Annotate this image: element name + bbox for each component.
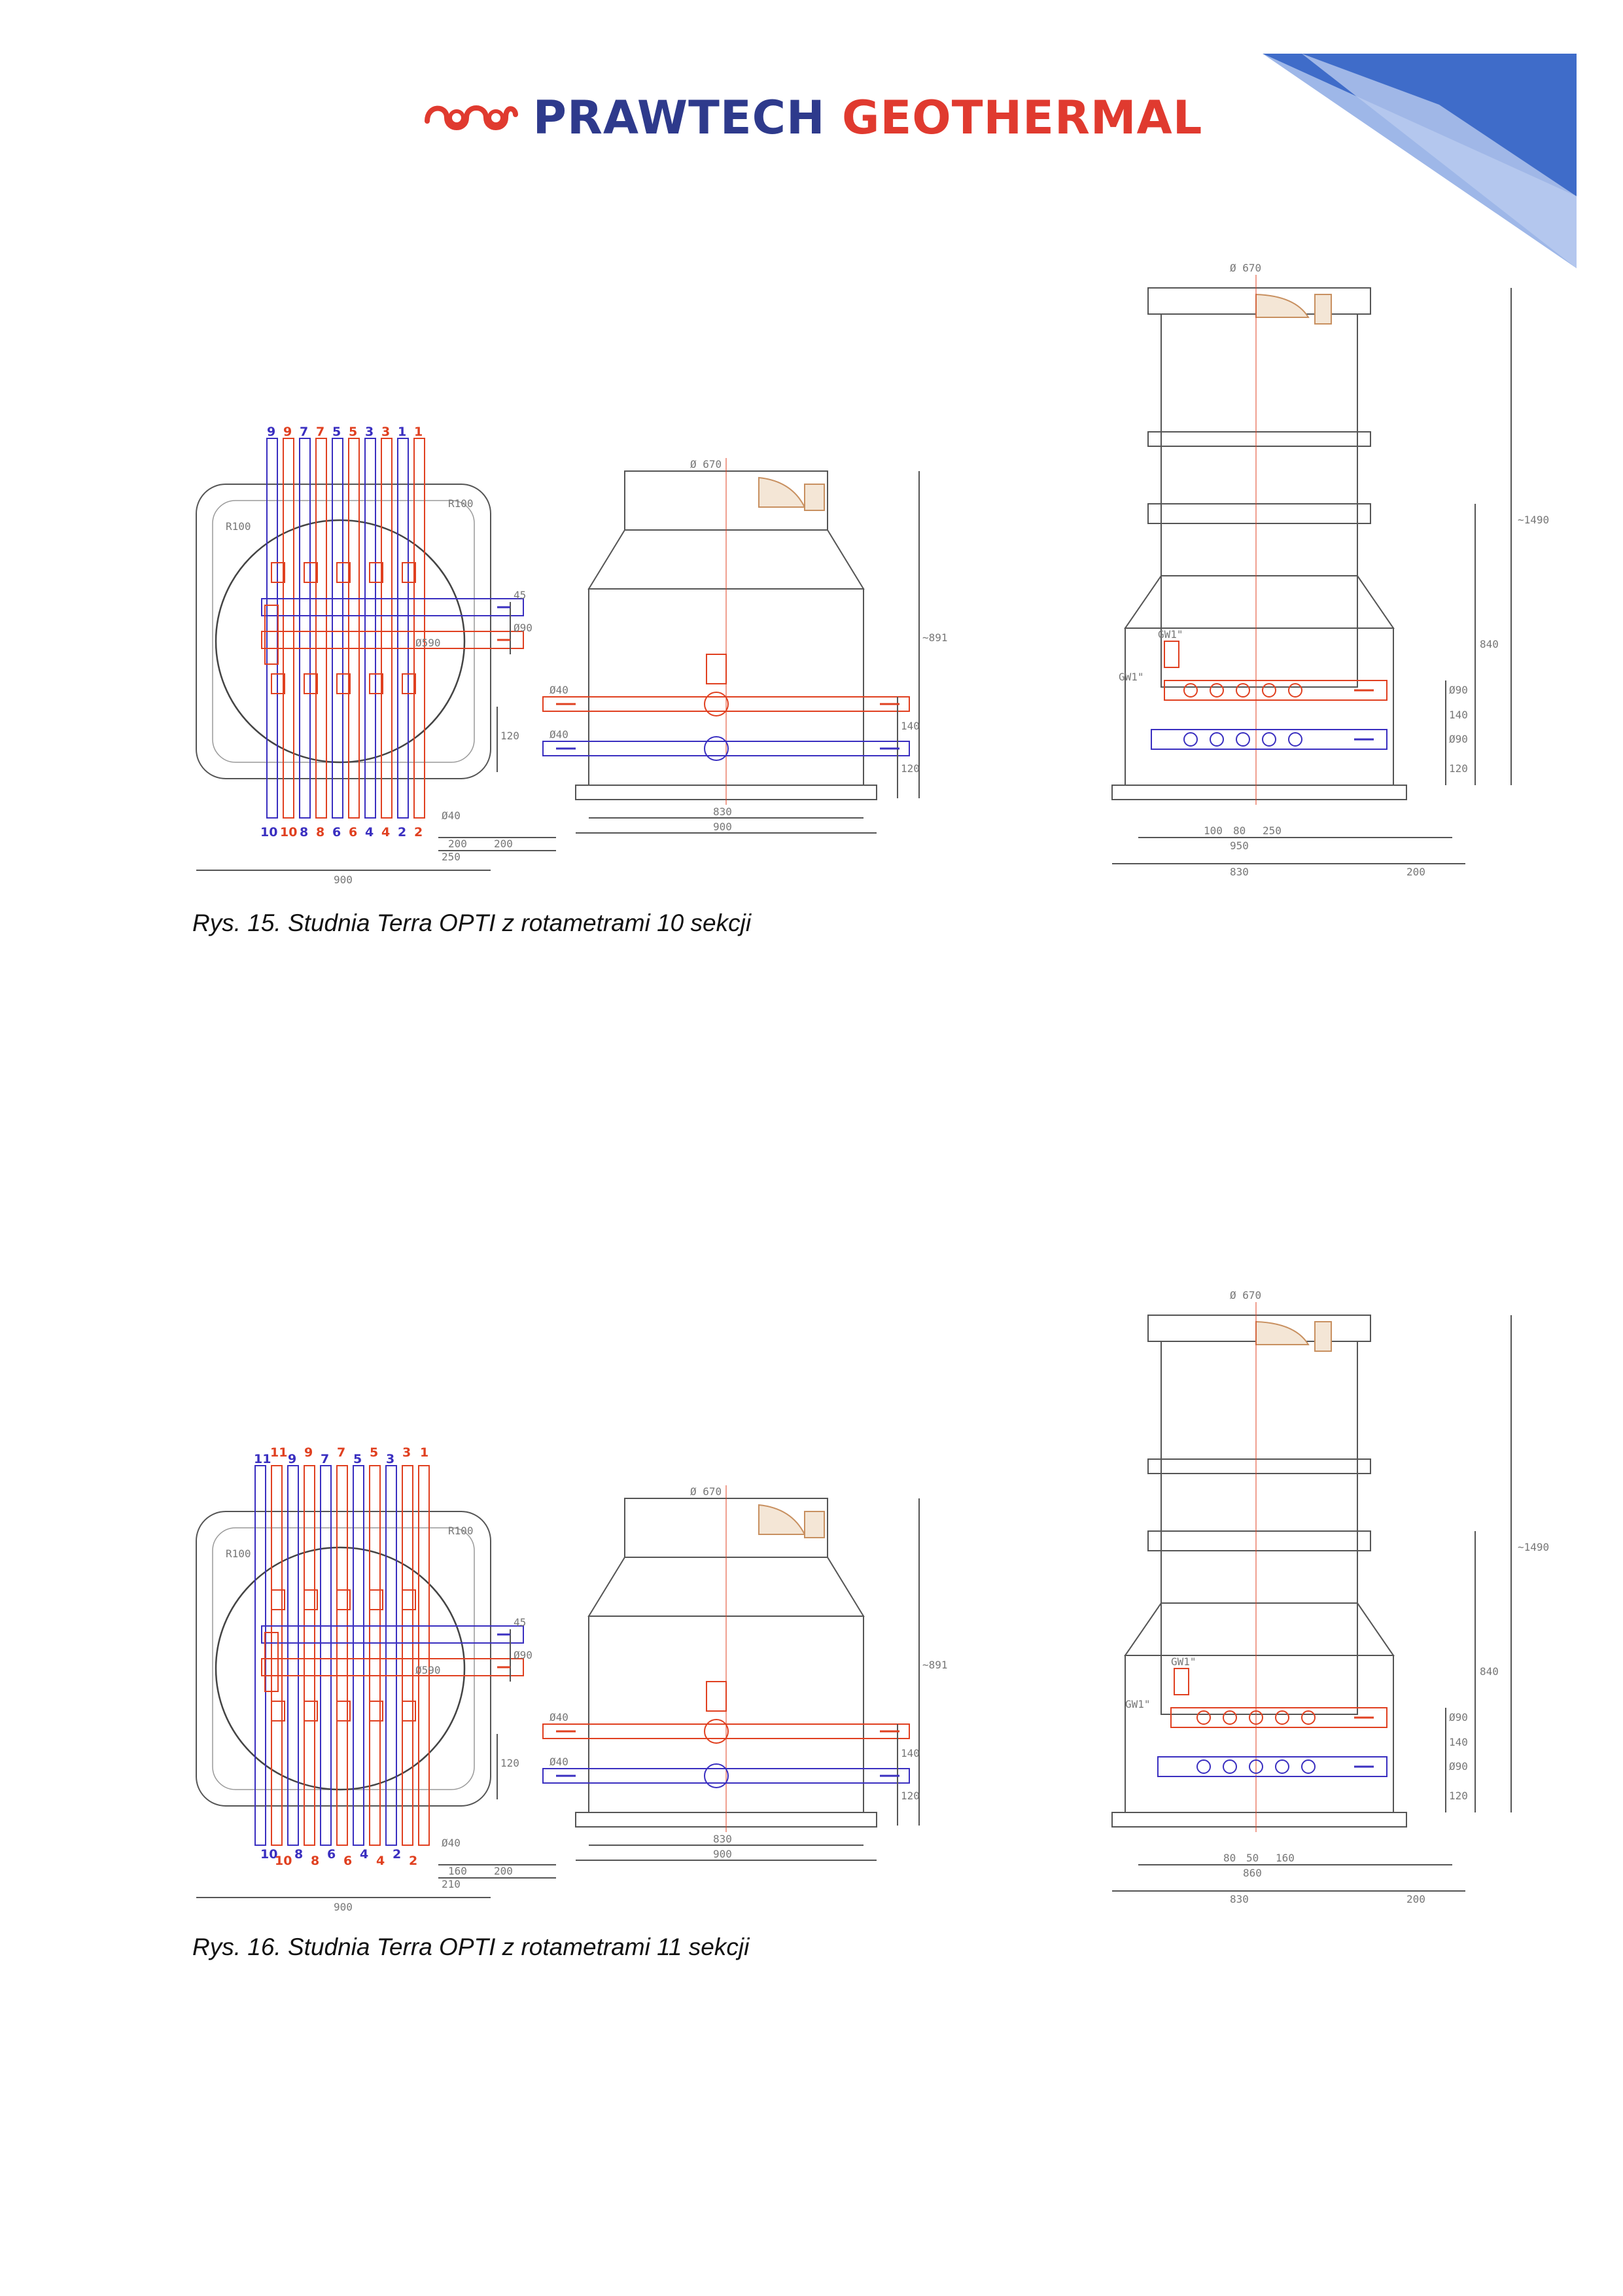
top-label: 11 <box>254 1452 271 1466</box>
brand-name <box>533 91 1203 145</box>
dim-label: R100 <box>226 520 251 533</box>
dim-label: Ø90 <box>1449 733 1468 745</box>
dim-label: 120 <box>1449 1790 1468 1802</box>
dim-label: Ø 670 <box>1230 1289 1262 1301</box>
dim-label: Ø 670 <box>690 458 722 470</box>
bottom-label: 2 <box>414 825 423 839</box>
dim-label: 120 <box>500 730 519 742</box>
dim-label: 140 <box>1449 1736 1468 1748</box>
brand-logo <box>421 91 1203 145</box>
dim-label: 200 <box>494 1865 513 1877</box>
dim-label: 45 <box>514 589 527 601</box>
bottom-label: 8 <box>311 1854 320 1868</box>
top-label: 1 <box>398 425 407 439</box>
bottom-label: 8 <box>316 825 325 839</box>
bottom-label: 4 <box>360 1847 369 1862</box>
dim-label: R100 <box>448 1525 474 1537</box>
dim-label: Ø90 <box>1449 1760 1468 1773</box>
dim-label: Ø 670 <box>1230 262 1262 274</box>
dim-label: Ø590 <box>415 1664 441 1676</box>
dim-label: R100 <box>226 1547 251 1560</box>
dim-label: GW1" <box>1171 1655 1196 1668</box>
dim-label: 80 <box>1233 824 1246 837</box>
dim-label: Ø40 <box>442 809 461 822</box>
bottom-label: 6 <box>349 825 358 839</box>
dim-label: 120 <box>1449 762 1468 775</box>
dim-label: 140 <box>901 720 920 732</box>
dim-label: 45 <box>514 1616 527 1629</box>
header <box>0 79 1623 157</box>
drawing-svg-1 <box>183 249 1550 968</box>
dim-label: 830 <box>713 1833 732 1845</box>
dim-label: Ø 670 <box>690 1485 722 1498</box>
dim-label: 950 <box>1230 839 1249 852</box>
dim-label: Ø590 <box>415 637 441 649</box>
dim-label: 120 <box>500 1757 519 1769</box>
dim-label: Ø90 <box>514 622 532 634</box>
figure-caption-2: Rys. 16. Studnia Terra OPTI z rotametrami 11 sekcji <box>192 1934 750 1960</box>
dim-label: 900 <box>713 821 732 833</box>
dim-label: GW1" <box>1125 1698 1151 1710</box>
dim-label: Ø90 <box>514 1649 532 1661</box>
dim-label: ~1490 <box>1518 514 1550 526</box>
top-label: 7 <box>316 425 325 439</box>
top-label: 7 <box>321 1452 330 1466</box>
top-label: 5 <box>332 425 341 439</box>
dim-label: 80 <box>1223 1852 1236 1864</box>
dim-label: 50 <box>1246 1852 1259 1864</box>
dim-label: 860 <box>1243 1867 1262 1879</box>
technical-drawing-1 <box>183 249 1550 968</box>
bottom-label: 6 <box>332 825 341 839</box>
dim-label: 840 <box>1480 638 1499 650</box>
dim-label: Ø40 <box>550 1756 568 1768</box>
dim-label: 140 <box>901 1747 920 1759</box>
dim-label: 100 <box>1204 824 1223 837</box>
bottom-label: 8 <box>300 825 309 839</box>
top-label: 1 <box>414 425 423 439</box>
dim-label: 120 <box>901 762 920 775</box>
bottom-label: 4 <box>376 1854 385 1868</box>
top-label: 9 <box>304 1445 313 1460</box>
dim-label: 210 <box>442 1878 461 1890</box>
dim-label: 900 <box>334 874 353 886</box>
dim-label: 200 <box>1406 866 1425 878</box>
dim-label: ~891 <box>922 631 948 644</box>
dim-label: 830 <box>713 805 732 818</box>
bottom-label: 10 <box>260 1847 278 1862</box>
dim-label: 900 <box>713 1848 732 1860</box>
drawing-svg-2 <box>183 1276 1550 1996</box>
bottom-label: 4 <box>381 825 391 839</box>
dim-label: ~891 <box>922 1659 948 1671</box>
dim-label: ~1490 <box>1518 1541 1550 1553</box>
technical-drawing-2 <box>183 1276 1550 1996</box>
brand-part-2: GEOTHERMAL <box>842 91 1203 145</box>
bottom-label: 2 <box>409 1854 418 1868</box>
dim-label: Ø40 <box>442 1837 461 1849</box>
bottom-label: 10 <box>260 825 278 839</box>
top-label: 5 <box>353 1452 362 1466</box>
dim-label: 140 <box>1449 709 1468 721</box>
top-label: 3 <box>386 1452 395 1466</box>
dim-label: R100 <box>448 497 474 510</box>
bottom-label: 6 <box>327 1847 336 1862</box>
dim-label: Ø40 <box>550 1711 568 1723</box>
dim-label: 830 <box>1230 1893 1249 1905</box>
bottom-label: 4 <box>365 825 374 839</box>
brand-part-1: PRAWTECH <box>532 91 826 145</box>
geothermal-loop-icon <box>421 95 519 141</box>
bottom-label: 2 <box>398 825 407 839</box>
top-label: 3 <box>381 425 391 439</box>
dim-label: 200 <box>494 838 513 850</box>
dim-label: Ø90 <box>1449 1711 1468 1723</box>
dim-label: Ø90 <box>1449 684 1468 696</box>
top-label: 9 <box>283 425 292 439</box>
top-label: 11 <box>270 1445 288 1460</box>
bottom-label: 2 <box>393 1847 402 1862</box>
top-label: 5 <box>349 425 358 439</box>
dim-label: 120 <box>901 1790 920 1802</box>
dim-label: 250 <box>442 851 461 863</box>
top-label: 3 <box>402 1445 411 1460</box>
top-label: 9 <box>267 425 276 439</box>
dim-label: GW1" <box>1119 671 1144 683</box>
top-label: 7 <box>300 425 309 439</box>
dim-label: 160 <box>1276 1852 1295 1864</box>
top-label: 3 <box>365 425 374 439</box>
dim-label: GW1" <box>1158 628 1183 641</box>
top-label: 5 <box>370 1445 379 1460</box>
top-label: 1 <box>420 1445 429 1460</box>
top-label: 7 <box>337 1445 346 1460</box>
bottom-label: 8 <box>294 1847 304 1862</box>
top-label: 9 <box>288 1452 297 1466</box>
bottom-label: 10 <box>275 1854 292 1868</box>
dim-label: 250 <box>1263 824 1282 837</box>
dim-label: 160 <box>448 1865 467 1877</box>
dim-label: 900 <box>334 1901 353 1913</box>
dim-label: 200 <box>448 838 467 850</box>
dim-label: 830 <box>1230 866 1249 878</box>
dim-label: 200 <box>1406 1893 1425 1905</box>
bottom-label: 6 <box>343 1854 353 1868</box>
bottom-label: 10 <box>280 825 298 839</box>
figure-caption-1: Rys. 15. Studnia Terra OPTI z rotametrami 10 sekcji <box>192 910 752 936</box>
dim-label: Ø40 <box>550 684 568 696</box>
dim-label: Ø40 <box>550 728 568 741</box>
dim-label: 840 <box>1480 1665 1499 1678</box>
